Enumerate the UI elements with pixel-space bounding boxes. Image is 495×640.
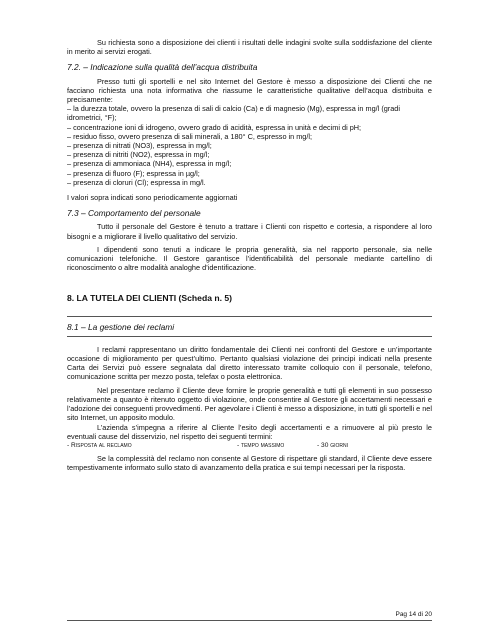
paragraph-values-updated: I valori sopra indicati sono periodicamente aggiornati <box>67 193 238 203</box>
days-value: - 30 giorni <box>317 441 348 449</box>
paragraph-staff-behavior: Tutto il personale del Gestore è tenuto a trattare i Clienti con rispetto e cortesia, a rispondere al loro bisogni e a migliorare il livello qualitativo del servizio. <box>67 222 432 241</box>
page-number: Pag 14 di 20 <box>395 611 432 618</box>
section-heading-7-2: 7.2. – Indicazione sulla qualità dell’acqua distribuita <box>67 62 258 73</box>
paragraph-complaints-intro: I reclami rappresentano un diritto fondamentale dei Clienti nei confronti del Gestore e un’importante occasione di miglioramento per quest’ultimo. Pertanto qualsiasi violazione dei principi indicati nella presente Carta dei Servizi può essere segnalata dal diretto interessato tramite colloquio con il personale, telefono, comunicazione scritta per mezzo posta, telefax o posta elettronica. <box>67 344 432 382</box>
list-item: – la durezza totale, ovvero la presenza di sali di calcio (Ca) e di magnesio (Mg), espressa in mg/l (gradi idrometrici, °F); <box>67 104 400 123</box>
paragraph-complex-complaints: Se la complessità del reclamo non consente al Gestore di rispettare gli standard, il Cliente deve essere tempestivamente informato sullo stato di avanzamento della pratica e sui tempi necessari per la risposta. <box>67 454 432 473</box>
water-quality-list <box>67 104 432 187</box>
paragraph-company-commitment: L’azienda s’impegna a riferire al Cliente l’esito degli accertamenti e a rimuovere al più presto le eventuali cause del disservizio, nel rispetto dei seguenti termini: <box>67 422 432 441</box>
list-item: – residuo fisso, ovvero presenza di sali minerali, a 180° C, espresso in mg/l; <box>67 131 313 141</box>
paragraph-survey-results: Su richiesta sono a disposizione dei clienti i risultati delle indagini svolte sulla soddisfazione del cliente in merito ai servizi erogati. <box>67 38 432 57</box>
section-heading-8-1: 8.1 – La gestione dei reclami <box>67 321 175 332</box>
paragraph-staff-identification: I dipendenti sono tenuti a indicare le propria generalità, sia nel rapporto personale, sia nelle comunicazioni telefoniche. Il Gestore garantisce l’identificabilità del personale mediante cartellino di riconoscimento o altre modalità analoghe d’identificazione. <box>67 244 432 273</box>
list-item: – concentrazione ioni di idrogeno, ovvero grado di acidità, espressa in unità e decimi di pH; <box>67 122 362 132</box>
list-item: – presenza di cloruri (Cl); espressa in mg/l. <box>67 177 206 187</box>
response-time-row <box>67 441 432 450</box>
divider <box>67 336 432 337</box>
response-label: - Risposta al reclamo <box>67 441 132 449</box>
section-heading-7-3: 7.3 – Comportamento del personale <box>67 208 201 219</box>
divider <box>67 316 432 317</box>
page-content <box>67 38 432 473</box>
chapter-heading-8: 8. LA TUTELA DEI CLIENTI (Scheda n. 5) <box>67 293 233 304</box>
list-item: – presenza di nitrati (NO3), espressa in mg/l; <box>67 141 212 151</box>
max-time-label: - tempo massimo <box>237 441 285 449</box>
page-footer <box>67 611 432 621</box>
list-item: – presenza di ammoniaca (NH4), espressa in mg/l; <box>67 159 232 169</box>
paragraph-complaint-procedure: Nel presentare reclamo il Cliente deve fornire le proprie generalità e tutti gli elementi in suo possesso relativamente a quanto è ritenuto oggetto di violazione, onde consentire al Gestore gli accertamenti necessari e l’adozione dei conseguenti provvedimenti. Per agevolare i Clienti è messo a disposizione, in tutti gli sportelli e nel sito Internet, un apposito modulo. <box>67 385 432 423</box>
list-item: – presenza di fluoro (F); espressa in µg/l; <box>67 168 200 178</box>
list-item: – presenza di nitriti (NO2), espressa in mg/l; <box>67 150 210 160</box>
paragraph-water-quality-intro: Presso tutti gli sportelli e nel sito Internet del Gestore è messo a disposizione dei Clienti che ne facciano richiesta una nota informativa che riassume le caratteristiche qualitative dell’acqua distribuita e precisamente: <box>67 76 432 105</box>
